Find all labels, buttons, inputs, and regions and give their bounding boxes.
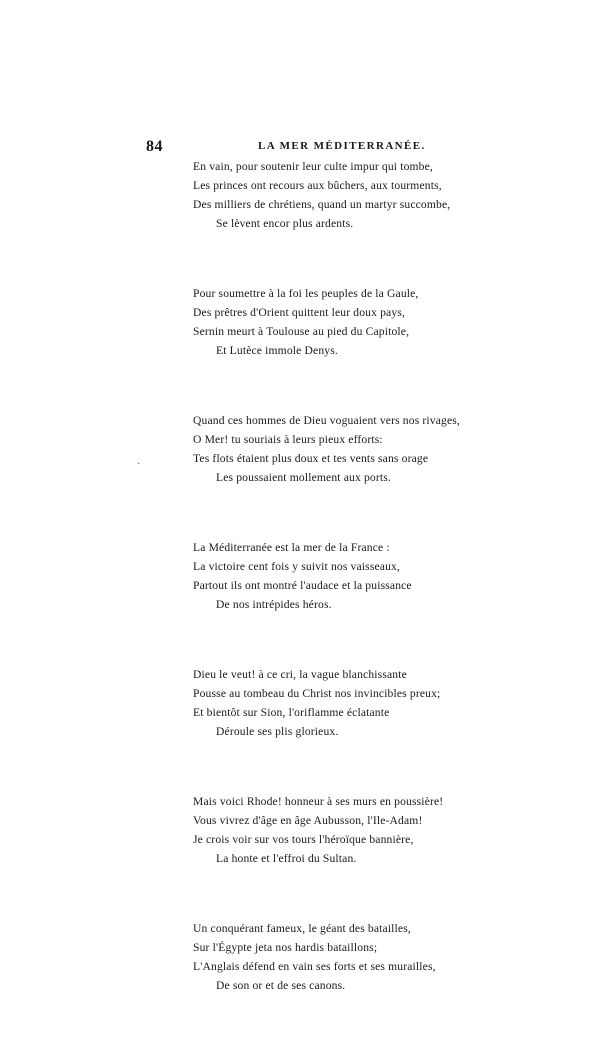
verse-line: Les princes ont recours aux bûchers, aux tourments, (193, 179, 442, 192)
verse-line-indented: De nos intrépides héros. (216, 598, 332, 611)
stanza-4 (193, 538, 473, 614)
margin-speck: · (137, 459, 141, 470)
verse-line-indented: Déroule ses plis glorieux. (216, 725, 339, 738)
verse-line: Tes flots étaient plus doux et tes vents sans orage (193, 452, 429, 465)
stanza-5 (193, 665, 473, 741)
verse-line: Sernin meurt à Toulouse au pied du Capitole, (193, 325, 410, 338)
verse-line: O Mer! tu souriais à leurs pieux efforts: (193, 433, 383, 446)
page-number: 84 (146, 138, 163, 155)
verse-line: Un conquérant fameux, le géant des batailles, (193, 922, 411, 935)
stanza-1 (193, 157, 473, 233)
verse-line: Partout ils ont montré l'audace et la puissance (193, 579, 412, 592)
stanza-6 (193, 792, 473, 868)
running-title: LA MER MÉDITERRANÉE. (258, 140, 426, 152)
verse-line-indented: De son or et de ses canons. (216, 979, 346, 992)
verse-line: Mais voici Rhode! honneur à ses murs en poussière! (193, 795, 444, 808)
verse-line: L'Anglais défend en vain ses forts et ses murailles, (193, 960, 436, 973)
verse-line: Vous vivrez d'âge en âge Aubusson, l'Ile-Adam! (193, 814, 423, 827)
verse-line-indented: Et Lutèce immole Denys. (216, 344, 338, 357)
verse-line: Sur l'Égypte jeta nos hardis bataillons; (193, 941, 378, 954)
stanza-3 (193, 411, 473, 487)
verse-line: Je crois voir sur vos tours l'héroïque bannière, (193, 833, 414, 846)
verse-line-indented: Les poussaient mollement aux ports. (216, 471, 391, 484)
stanza-7 (193, 919, 473, 995)
verse-line: Pour soumettre à la foi les peuples de la Gaule, (193, 287, 419, 300)
verse-line: Des milliers de chrétiens, quand un martyr succombe, (193, 198, 451, 211)
verse-line: Des prêtres d'Orient quittent leur doux pays, (193, 306, 406, 319)
verse-line: Pousse au tombeau du Christ nos invincibles preux; (193, 687, 441, 700)
verse-line: En vain, pour soutenir leur culte impur qui tombe, (193, 160, 433, 173)
verse-line: La victoire cent fois y suivit nos vaisseaux, (193, 560, 401, 573)
verse-line: Dieu le veut! à ce cri, la vague blanchissante (193, 668, 407, 681)
verse-line-indented: La honte et l'effroi du Sultan. (216, 852, 357, 865)
poem (193, 157, 473, 1046)
verse-line: Et bientôt sur Sion, l'oriflamme éclatante (193, 706, 390, 719)
verse-line-indented: Se lèvent encor plus ardents. (216, 217, 354, 230)
verse-line: Quand ces hommes de Dieu voguaient vers nos rivages, (193, 414, 460, 427)
verse-line: La Méditerranée est la mer de la France : (193, 541, 390, 554)
stanza-2 (193, 284, 473, 360)
